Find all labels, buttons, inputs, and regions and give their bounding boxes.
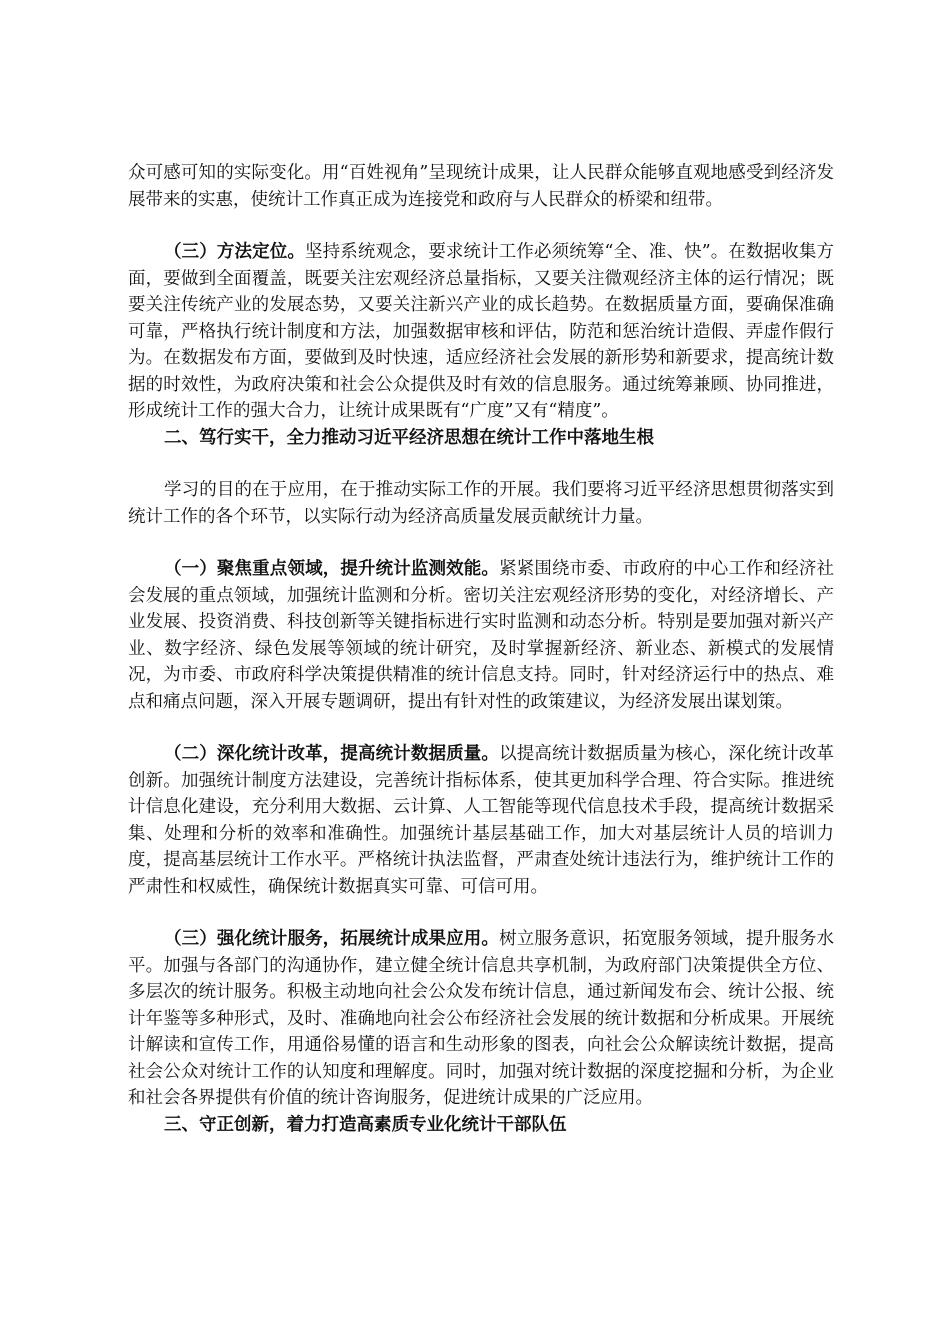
paragraph-deepen-reform [128, 741, 834, 900]
paragraph-body: 以提高统计数据质量为核心，深化统计改革创新。加强统计制度方法建设，完善统计指标体系，使其更加科学合理、符合实际。推进统计信息化建设，充分利用大数据、云计算、人工智能等现代信息技术手段，提高统计数据采集、处理和分析的效率和准确性。加强统计基层基础工作，加大对基层统计人员的培训力度，提高基层统计工作水平。严格统计执法监督，严肃查处统计违法行为，维护统计工作的严肃性和权威性，确保统计数据真实可靠、可信可用。 [128, 744, 835, 897]
document-page [128, 160, 834, 1138]
section-heading-2: 二、笃行实干，全力推动习近平经济思想在统计工作中落地生根 [164, 427, 654, 448]
paragraph-body: 树立服务意识，拓宽服务领域，提升服务水平。加强与各部门的沟通协作，建立健全统计信息共享机制，为政府部门决策提供全方位、多层次的统计服务。积极主动地向社会公众发布统计信息，通过新闻发布会、统计公报、统计年鉴等多种形式，及时、准确地向社会公布经济社会发展的统计数据和分析成果。开展统计解读和宣传工作，用通俗易懂的语言和生动形象的图表，向社会公众解读统计数据，提高社会公众对统计工作的认知度和理解度。同时，加强对统计数据的深度挖掘和分析，为企业和社会各界提供有价值的统计咨询服务，促进统计成果的广泛应用。 [128, 929, 835, 1108]
paragraph-lead: （三）强化统计服务，拓展统计成果应用。 [164, 929, 500, 949]
paragraph-method-positioning [128, 239, 834, 425]
paragraph-lead: （一）聚焦重点领域，提升统计监测效能。 [164, 559, 500, 579]
section-heading-3: 三、守正创新，着力打造高素质专业化统计干部队伍 [164, 1114, 567, 1135]
paragraph-intro: 学习的目的在于应用，在于推动实际工作的开展。我们要将习近平经济思想贯彻落实到统计工作的各个环节，以实际行动为经济高质量发展贡献统计力量。 [128, 480, 834, 527]
paragraph-continuation: 众可感可知的实际变化。用“百姓视角”呈现统计成果，让人民群众能够直观地感受到经济发展带来的实惠，使统计工作真正成为连接党和政府与人民群众的桥梁和纽带。 [128, 163, 834, 210]
paragraph-strengthen-service [128, 926, 834, 1112]
paragraph-focus-key-areas [128, 556, 834, 715]
paragraph-lead: （三）方法定位。 [164, 242, 305, 262]
paragraph-body: 坚持系统观念，要求统计工作必须统筹“全、准、快”。在数据收集方面，要做到全面覆盖，既要关注宏观经济总量指标，又要关注微观经济主体的运行情况；既要关注传统产业的发展态势，又要关注新兴产业的成长趋势。在数据质量方面，要确保准确可靠，严格执行统计制度和方法，加强数据审核和评估，防范和惩治统计造假、弄虚作假行为。在数据发布方面，要做到及时快速，适应经济社会发展的新形势和新要求，提高统计数据的时效性，为政府决策和社会公众提供及时有效的信息服务。通过统筹兼顾、协同推进，形成统计工作的强大合力，让统计成果既有“广度”又有“精度”。 [128, 242, 834, 421]
paragraph-lead: （二）深化统计改革，提高统计数据质量。 [164, 744, 500, 764]
paragraph-body: 紧紧围绕市委、市政府的中心工作和经济社会发展的重点领域，加强统计监测和分析。密切关注宏观经济形势的变化，对经济增长、产业发展、投资消费、科技创新等关键指标进行实时监测和动态分析。特别是要加强对新兴产业、数字经济、绿色发展等领域的统计研究，及时掌握新经济、新业态、新模式的发展情况，为市委、市政府科学决策提供精准的统计信息支持。同时，针对经济运行中的热点、难点和痛点问题，深入开展专题调研，提出有针对性的政策建议，为经济发展出谋划策。 [128, 559, 835, 712]
